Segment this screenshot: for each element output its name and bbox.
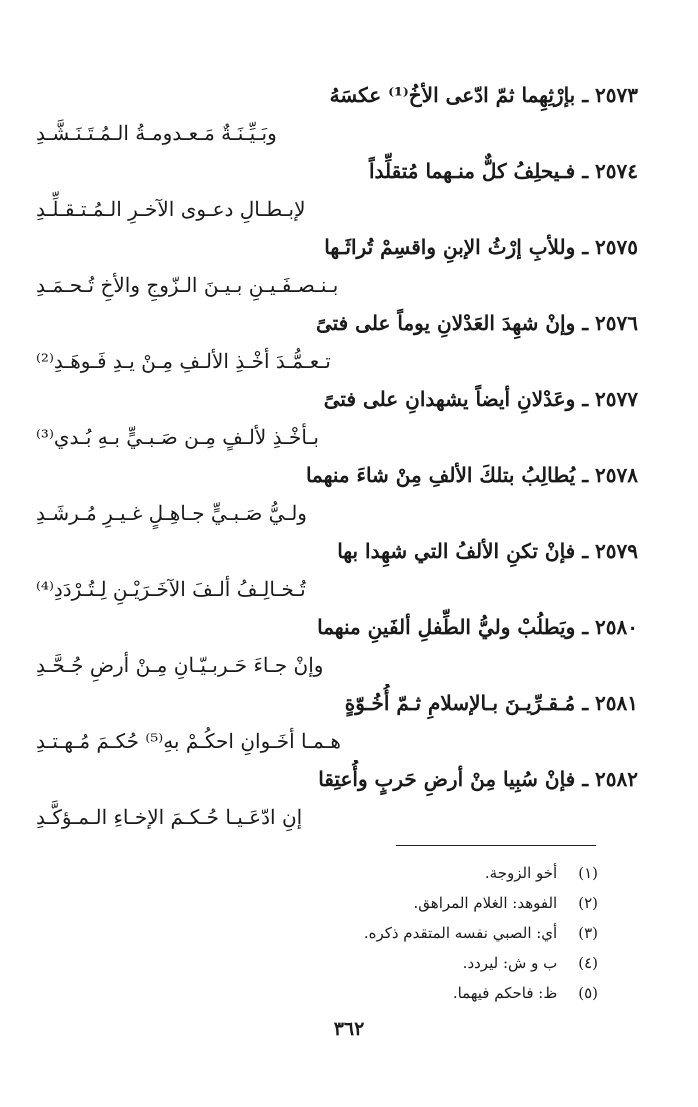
verse-second-hemistich: بـأخْـذِ لألـفٍ مِـن صَـبـيٍّ بـهِ بُـدي⁽³⁾	[36, 425, 319, 449]
verse-second-hemistich: هـمـا أخَـوانِ احكُـمْ بهِ⁽⁵⁾ حُكـمَ مُـهـتـدِ	[36, 729, 341, 753]
verse-separator: ـ	[582, 691, 589, 715]
verse-first-hemistich	[36, 304, 638, 342]
footnote-3	[78, 918, 598, 948]
verse-2581	[36, 684, 638, 760]
footnote-mark: (٢)	[578, 894, 598, 912]
verse-2580	[36, 608, 638, 684]
verse-separator: ـ	[582, 767, 589, 791]
footnote-mark: (١)	[578, 864, 598, 882]
footnote-1	[78, 858, 598, 888]
verse-2582	[36, 760, 638, 836]
verse-second-hemistich: ولـيُّ صَـبـيٍّ جـاهِـلٍ غـيـرِ مُـرشَـدِ	[36, 501, 307, 525]
verse-number: ٢٥٧٥	[595, 235, 638, 259]
footnote-5	[78, 978, 598, 1008]
page-number: ٣٦٢	[333, 1018, 365, 1040]
verse-first-hemistich	[36, 228, 638, 266]
verse-first-hemistich	[36, 456, 638, 494]
footnote-divider	[396, 845, 596, 846]
footnote-text: أخو الزوجة.	[484, 864, 558, 882]
verse-separator: ـ	[582, 387, 589, 411]
verse-first-text: وللأبِ إرْثُ الإبنِ واقسِمْ تُراثَـها	[324, 235, 576, 259]
verse-second-hemistich: تُـخـالِـفُ ألـفَ الآخَـرَيْـنِ لِـتُـرْدَدِ⁽⁴⁾	[36, 577, 306, 601]
verse-separator: ـ	[582, 159, 589, 183]
verse-2577	[36, 380, 638, 456]
verse-first-hemistich	[36, 76, 638, 114]
verse-first-hemistich	[36, 684, 638, 722]
verse-first-text: فإنْ سُبِيا مِنْ أرضِ حَربٍ وأُعتِقا	[318, 767, 576, 791]
verse-first-text: مُـقـرِّيـنَ بـالإسلامِ ثـمّ أُخُـوّةٍ	[344, 691, 576, 715]
verse-2574	[36, 152, 638, 228]
verse-list	[36, 76, 638, 836]
verse-first-hemistich	[36, 380, 638, 418]
verse-separator: ـ	[582, 311, 589, 335]
verse-second-hemistich: وإنْ جـاءَ حَـربـيّـانِ مِـنْ أرضِ جُـحَّـدِ	[36, 653, 324, 677]
footnote-text: ظ: فاحكم فيهما.	[452, 984, 558, 1002]
footnote-text: ب و ش: ليردد.	[462, 954, 558, 972]
verse-first-hemistich	[36, 608, 638, 646]
verse-first-text: وعَدْلانِ أيضاً يشهدانِ على فتىً	[323, 387, 576, 411]
verse-first-text: وإنْ شهِدَ العَدْلانِ يوماً على فتىً	[315, 311, 576, 335]
footnote-2	[78, 888, 598, 918]
verse-number: ٢٥٧٤	[595, 159, 638, 183]
verse-separator: ـ	[582, 83, 589, 107]
verse-number: ٢٥٧٩	[595, 539, 638, 563]
verse-2576	[36, 304, 638, 380]
verse-second-hemistich: وبَـيِّـنَـةٌ مَـعـدومـةُ الـمُـتَـنَـشَّـدِ	[36, 121, 277, 145]
verse-second-hemistich: لإبـطـالِ دعـوى الآخـرِ الـمُـتـقـلِّـدِ	[36, 197, 306, 221]
verse-number: ٢٥٨٢	[595, 767, 638, 791]
verse-2578	[36, 456, 638, 532]
verse-second-hemistich: إنِ ادّعَـيـا حُـكـمَ الإخـاءِ الـمـؤكَّـدِ	[36, 805, 303, 829]
verse-number: ٢٥٨٠	[595, 615, 638, 639]
verse-number: ٢٥٧٧	[595, 387, 638, 411]
verse-separator: ـ	[582, 539, 589, 563]
verse-2573	[36, 76, 638, 152]
verse-number: ٢٥٨١	[595, 691, 638, 715]
verse-number: ٢٥٧٦	[595, 311, 638, 335]
verse-number: ٢٥٧٣	[595, 83, 638, 107]
verse-2579	[36, 532, 638, 608]
verse-second-hemistich: تـعـمُّـدَ أخْـذِ الألـفِ مِـنْ يـدِ فَـوهَـدِ⁽²⁾	[36, 349, 331, 373]
verse-first-text: فإنْ تكنِ الألفُ التي شهِدا بها	[337, 539, 576, 563]
verse-first-text: يُطالِبُ بتلكَ الألفِ مِنْ شاءَ منهما	[305, 463, 576, 487]
verse-first-hemistich	[36, 152, 638, 190]
footnote-4	[78, 948, 598, 978]
verse-second-hemistich: بـنـصـفَـيـنِ بـيـنَ الـزّوجِ والأخِ تُـحـمَـدِ	[36, 273, 339, 297]
verse-number: ٢٥٧٨	[595, 463, 638, 487]
verse-first-text: بإرْثِهِما ثمّ ادّعى الأخُ⁽¹⁾ عكسَهُ	[329, 83, 576, 107]
verse-separator: ـ	[582, 615, 589, 639]
verse-first-hemistich	[36, 760, 638, 798]
verse-first-text: ويَطلُبْ وليُّ الطِّفلِ ألفَينِ منهما	[317, 615, 576, 639]
footnote-mark: (٥)	[578, 984, 598, 1002]
verse-2575	[36, 228, 638, 304]
footnotes	[78, 858, 598, 1008]
footnote-mark: (٤)	[578, 954, 598, 972]
verse-first-text: فـيحلِفُ كلٌّ منـهما مُتقلِّداً	[368, 159, 576, 183]
verse-separator: ـ	[582, 463, 589, 487]
footnote-mark: (٣)	[578, 924, 598, 942]
footnote-text: الفوهد: الغلام المراهق.	[413, 894, 558, 912]
verse-separator: ـ	[582, 235, 589, 259]
footnote-text: أي: الصبي نفسه المتقدم ذكره.	[363, 924, 558, 942]
verse-first-hemistich	[36, 532, 638, 570]
